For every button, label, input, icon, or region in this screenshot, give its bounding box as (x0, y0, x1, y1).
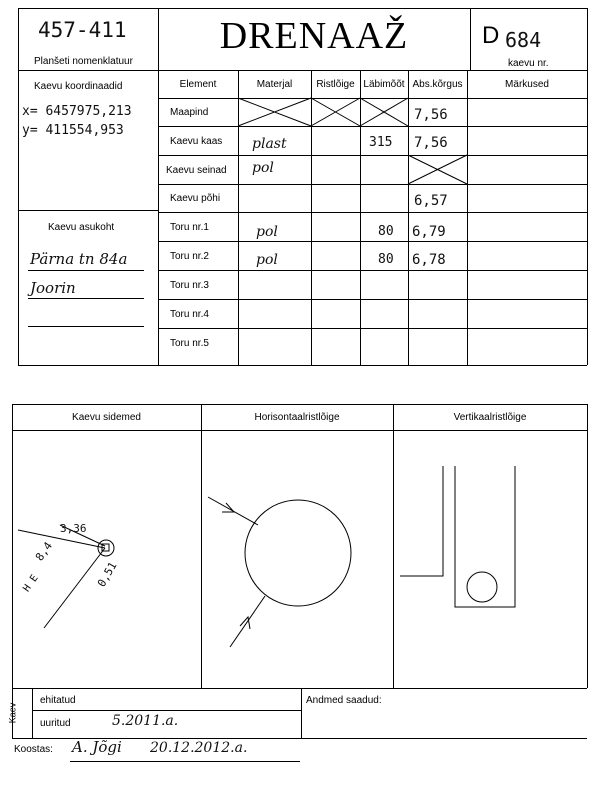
vertical-section (400, 466, 515, 607)
footer-built-label: ehitatud (40, 695, 76, 706)
row-abs: 6,57 (414, 193, 448, 209)
panel-label-horizontal: Horisontaalristlõige (254, 412, 340, 423)
building-label: H E (21, 572, 41, 595)
col-header-element: Element (179, 79, 217, 90)
row-element: Toru nr.3 (170, 280, 209, 291)
row-abs: 7,56 (414, 135, 448, 151)
col-header-material: Materjal (256, 79, 293, 90)
location-line1: Pärna tn 84a (30, 250, 128, 268)
footer-side-label: Kaev (7, 702, 18, 724)
sheet-number: 457-411 (38, 18, 127, 42)
location-line2: Joorin (30, 279, 76, 297)
well-prefix: D (482, 22, 500, 49)
panel-label-connections: Kaevu sidemed (72, 412, 141, 423)
dim-label-1: 3,36 (60, 522, 87, 535)
row-element: Kaevu seinad (166, 165, 227, 176)
row-element: Maapind (170, 107, 209, 118)
well-label: kaevu nr. (508, 58, 549, 69)
dim-label-2: 8,4 (32, 539, 55, 564)
footer-data-label: Andmed saadud: (306, 695, 382, 706)
panel-label-vertical: Vertikaalristlõige (453, 412, 527, 423)
row-abs: 7,56 (414, 107, 448, 123)
col-header-abs: Abs.kõrgus (412, 79, 463, 90)
well-number: 684 (505, 28, 542, 52)
row-diameter: 80 (378, 224, 394, 239)
row-element: Toru nr.2 (170, 251, 209, 262)
col-header-diameter: Läbimõõt (363, 79, 405, 90)
col-header-notes: Märkused (505, 79, 549, 90)
row-abs: 6,79 (412, 224, 446, 240)
footer-signature: A. Jõgi (72, 738, 122, 756)
row-element: Kaevu põhi (170, 193, 221, 204)
row-material: pol (252, 160, 274, 176)
row-diameter: 80 (378, 252, 394, 267)
footer-compiled-label: Koostas: (14, 744, 53, 755)
col-header-cross: Ristlõige (316, 79, 355, 90)
footer-surveyed-value: 5.2011.a. (112, 713, 179, 729)
row-element: Kaevu kaas (170, 136, 223, 147)
row-material: plast (252, 136, 287, 152)
row-element: Toru nr.1 (170, 222, 209, 233)
row-abs: 6,78 (412, 252, 446, 268)
location-label: Kaevu asukoht (48, 222, 115, 233)
page-title: DRENAAŽ (219, 15, 409, 57)
footer-compiled-date: 20.12.2012.a. (150, 740, 248, 756)
coord-x: x= 6457975,213 (22, 104, 132, 119)
coord-y: y= 411554,953 (22, 123, 124, 138)
sheet-label: Planšeti nomenklatuur (34, 56, 133, 67)
footer-surveyed-label: uuritud (40, 718, 71, 729)
row-material: pol (256, 224, 278, 240)
row-material: pol (256, 252, 278, 268)
horizontal-section (208, 497, 351, 647)
dim-label-3: 0,51 (94, 559, 120, 590)
row-diameter: 315 (369, 135, 393, 150)
row-element: Toru nr.5 (170, 338, 209, 349)
row-element: Toru nr.4 (170, 309, 209, 320)
coords-label: Kaevu koordinaadid (34, 81, 123, 92)
